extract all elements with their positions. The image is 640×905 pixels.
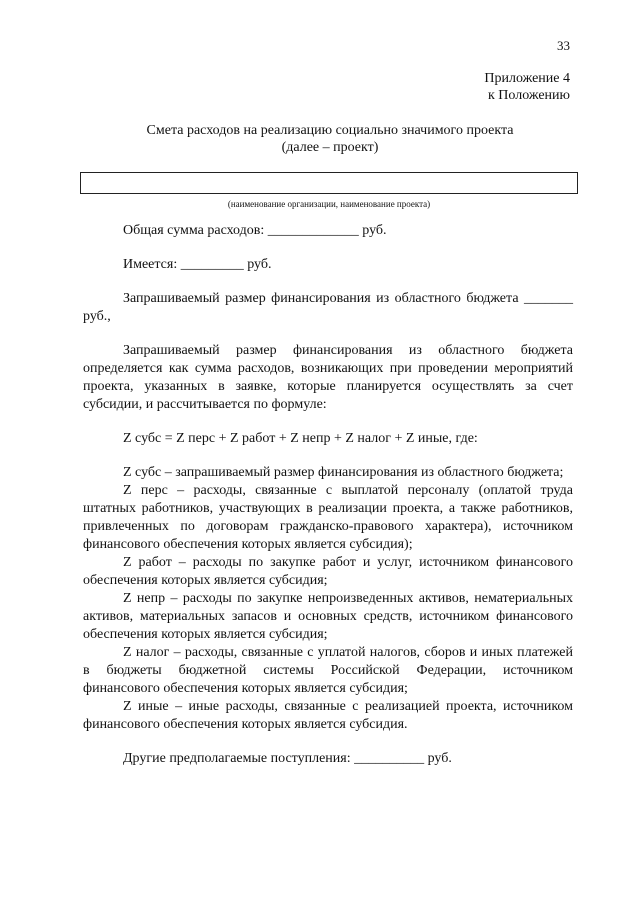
total-expenses: Общая сумма расходов: _____________ руб.	[123, 223, 387, 238]
calculation-method: Запрашиваемый размер финансирования из областного бюджета определяется как сумма расходов, возникающих при проведении мероприятий проекта, указанных в заявке, которые планируется осуществлять за счет субсидии, и рассчитывается по формуле:	[83, 343, 573, 412]
title-line-2: (далее – проект)	[281, 140, 379, 155]
document-title	[80, 122, 580, 156]
document-body	[83, 222, 573, 768]
title-line-1: Смета расходов на реализацию социально значимого проекта	[146, 123, 514, 138]
available-funds: Имеется: _________ руб.	[123, 257, 272, 272]
appendix-header	[484, 70, 570, 104]
definition-z-subs: Z субс – запрашиваемый размер финансирования из областного бюджета;	[123, 465, 564, 480]
page-number: 33	[557, 38, 570, 53]
definition-z-pers: Z перс – расходы, связанные с выплатой персоналу (оплатой труда штатных работников, участвующих в реализации проекта, а также работников, привлеченных по договорам гражданско-правового характера), источником финансового обеспечения которых является субсидия);	[83, 483, 573, 552]
name-field-caption: (наименование организации, наименование проекта)	[227, 199, 431, 209]
formula: Z субс = Z перс + Z работ + Z непр + Z налог + Z иные, где:	[123, 431, 478, 446]
definition-z-inye: Z иные – иные расходы, связанные с реализацией проекта, источником финансового обеспечения которых является субсидия.	[83, 699, 573, 732]
definition-z-nalog: Z налог – расходы, связанные с уплатой налогов, сборов и иных платежей в бюджеты бюджетной системы Российской Федерации, источником финансового обеспечения которых является субсидия;	[83, 645, 573, 696]
definition-z-rabot: Z работ – расходы по закупке работ и услуг, источником финансового обеспечения которых является субсидия;	[83, 555, 573, 588]
definition-z-nepr: Z непр – расходы по закупке непроизведенных активов, нематериальных активов, материальных запасов и основных средств, источником финансового обеспечения которых является субсидия;	[83, 591, 573, 642]
other-income: Другие предполагаемые поступления: __________ руб.	[123, 751, 452, 766]
appendix-line-2: к Положению	[487, 88, 570, 103]
appendix-line-1: Приложение 4	[484, 71, 570, 86]
requested-funding: Запрашиваемый размер финансирования из областного бюджета _______ руб.,	[83, 291, 573, 324]
organization-project-name-field[interactable]	[80, 172, 578, 194]
